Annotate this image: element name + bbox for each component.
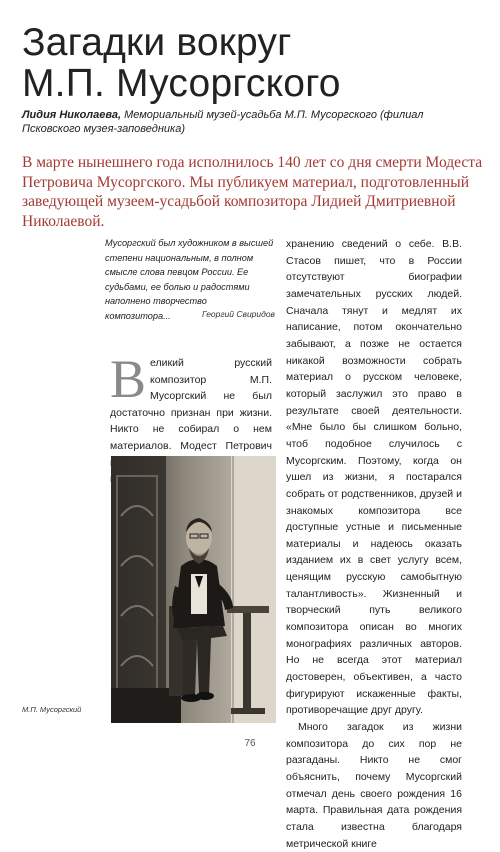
article-title xyxy=(22,22,482,104)
page-number: 76 xyxy=(244,738,256,749)
body-text-left: еликий русский композитор М.П. Мусоргский не был достаточно признан при жизни. Никто не собирал о нем материалов. Модест Петрович xyxy=(110,357,272,452)
photo-caption: М.П. Мусоргский xyxy=(22,705,82,714)
byline xyxy=(22,108,482,136)
body-paragraph-1: хранению сведений о себе. В.В. Стасов пишет, что в России отсутствуют биографии замечательных русских людей. Сначала тянут и медлят их написание, потом окончательно забывают, а позже не остается никакой возможности собрать материал о русском человеке, который заслужил это право в результате своей деятельности. «Мне было бы слишком больно, чтоб подобное случилось с Мусоргским. Поэтому, когда он ушел из жизни, я постарался собрать от родственников, друзей и знакомых композитора все доступные устные и письменные материалы и надеюсь оказать изданием их в свет услугу всем, ценящим русскую самобытную талантливость». Жизненный и творческий путь великого композитора описан во многих монографиях различных авторов. Но не всегда этот материал достоверен, объективен, а часто фигурируют искаженные факты, противоречащие друг другу. xyxy=(286,238,462,717)
epigraph-quote: Мусоргский был художником в высшей степени национальным, в полном смысле слова певцом России. Ее судьбами, ее болью и радостями наполнено творчество композитора... xyxy=(105,238,274,321)
body-paragraph-2: Много загадок из жизни композитора до сих пор не разгаданы. Никто не смог объяснить, почему Мусоргский отмечал день своего рождения 16 марта. Правильная дата рождения стала известна благодаря метрической книге xyxy=(286,721,462,850)
author-name: Лидия Николаева, xyxy=(22,109,122,121)
title-line-1: Загадки вокруг xyxy=(22,21,292,64)
author-affiliation: Мемориальный музей-усадьба М.П. Мусоргского (филиал Псковского музея-заповедника) xyxy=(22,109,424,135)
portrait-photo xyxy=(111,456,276,723)
epigraph-author: Георгий Свиридов xyxy=(201,309,275,319)
portrait-illustration xyxy=(111,456,276,723)
title-line-2: М.П. Мусоргского xyxy=(22,62,341,105)
drop-cap: В xyxy=(110,349,147,409)
lede-paragraph: В марте нынешнего года исполнилось 140 лет со дня смерти Модеста Петровича Мусоргского. Мы публикуем материал, подготовленный заведующей музеем-усадьбой композитора Лидией Дмитриевной Николаевой. xyxy=(22,154,483,230)
